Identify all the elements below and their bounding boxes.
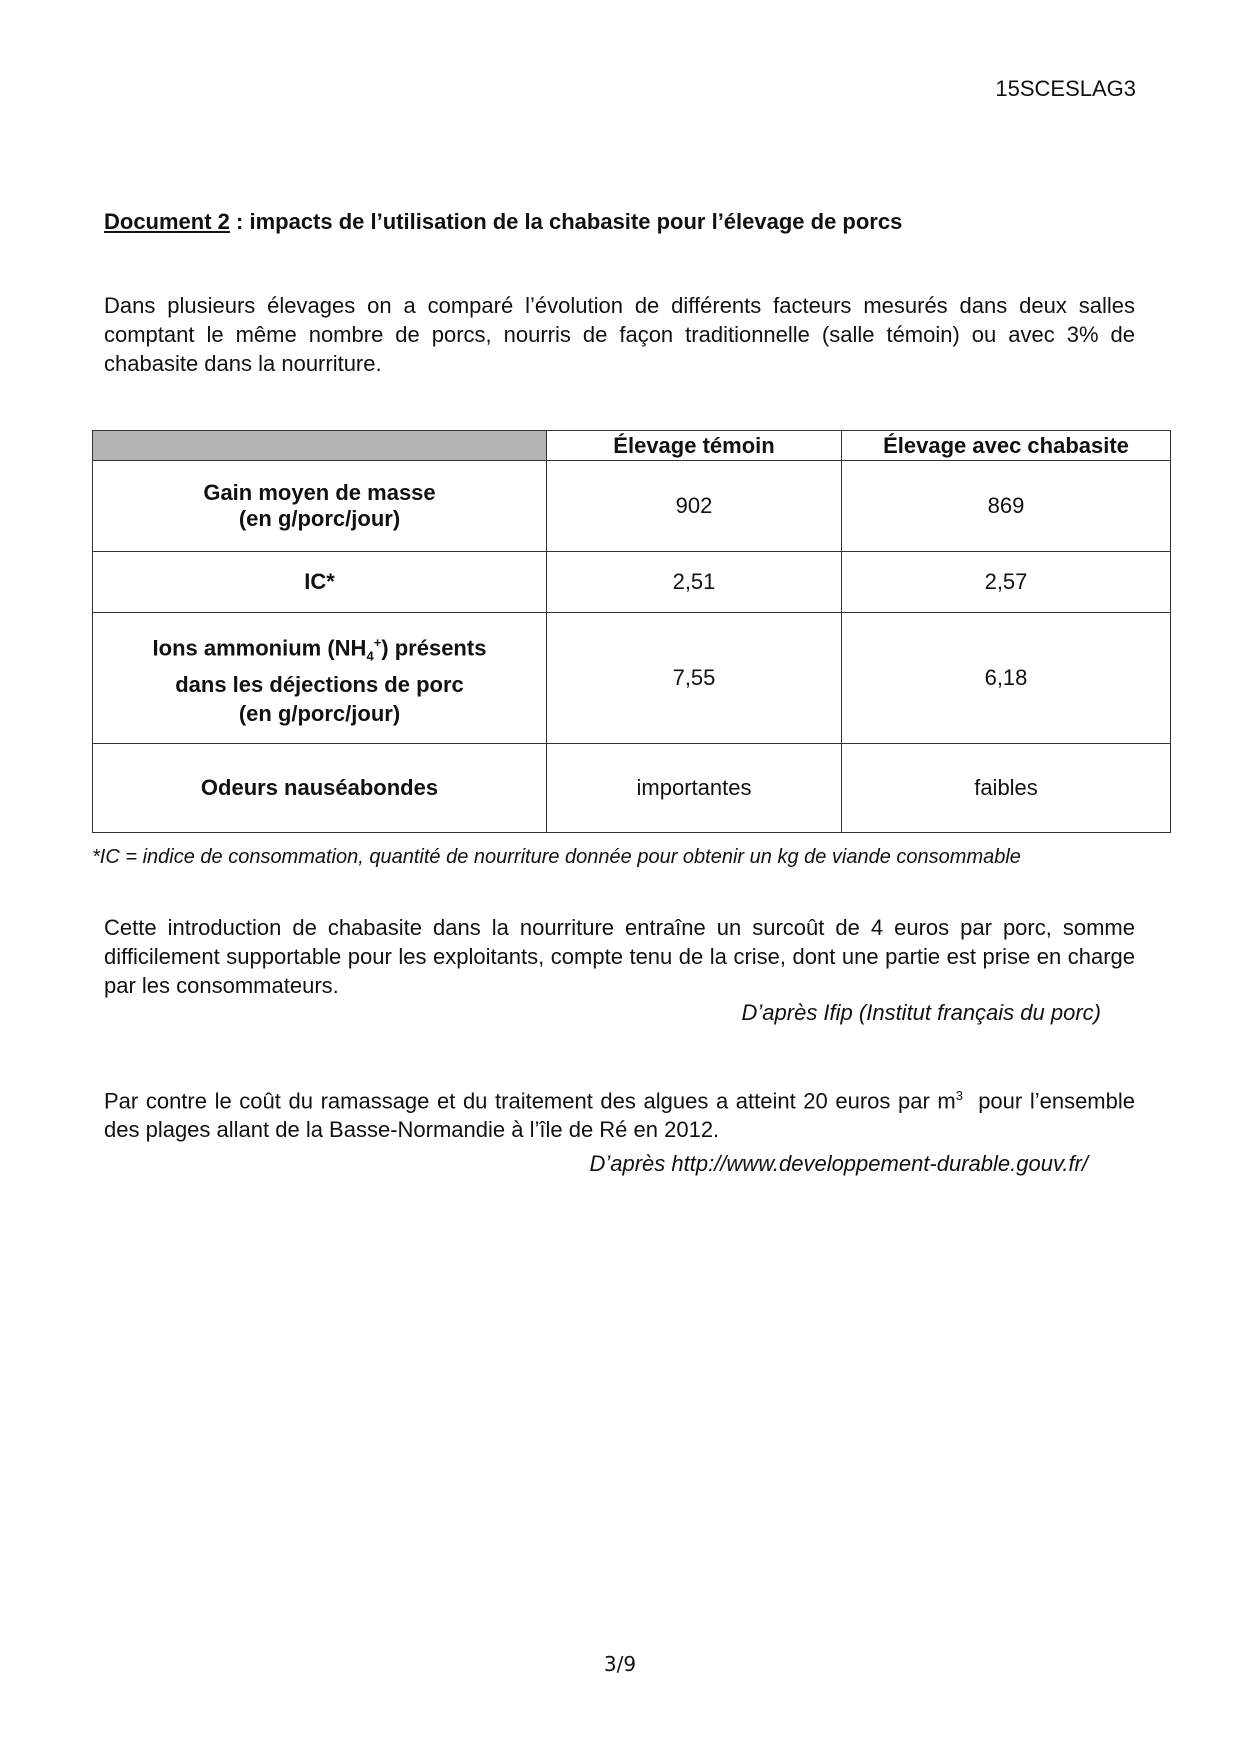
cell-chabasite: faibles [842, 744, 1171, 833]
row-label-text: Ions ammonium (NH [152, 634, 367, 660]
cell-temoin: 902 [547, 461, 842, 552]
row-label [93, 613, 547, 744]
row-label [93, 461, 547, 552]
document-label: Document 2 [104, 209, 230, 234]
document-title-text: : impacts de l’utilisation de la chabasite pour l’élevage de porcs [229, 209, 903, 234]
cell-temoin: importantes [547, 744, 842, 833]
comparison-table [92, 430, 1171, 833]
document-title [104, 209, 902, 235]
cell-chabasite: 869 [842, 461, 1171, 552]
row-label-line: (en g/porc/jour) [238, 701, 401, 727]
subscript: 4 [366, 648, 374, 664]
row-label: IC* [93, 552, 547, 613]
algae-paragraph [104, 1081, 1142, 1144]
superscript: + [373, 634, 382, 650]
row-label-line: (en g/porc/jour) [238, 506, 401, 531]
row-label-line: dans les déjections de porc [175, 672, 464, 698]
intro-paragraph: Dans plusieurs élevages on a comparé l’évolution de différents facteurs mesurés dans deux salles comptant le même nombre de porcs, nourris de façon traditionnelle (salle témoin) ou avec 3% de chabasite dans la nourriture. [104, 293, 1135, 376]
cell-chabasite: 6,18 [842, 613, 1171, 744]
table-header-row [93, 431, 1171, 461]
superscript: 3 [955, 1088, 963, 1103]
cell-temoin: 7,55 [547, 613, 842, 744]
header-temoin: Élevage témoin [547, 431, 842, 461]
table-row [93, 461, 1171, 552]
algae-text: Par contre le coût du ramassage et du traitement des algues a atteint 20 euros par m [104, 1088, 956, 1114]
page-number: 3/9 [603, 1652, 637, 1676]
row-label: Odeurs nauséabondes [93, 744, 547, 833]
cell-chabasite: 2,57 [842, 552, 1171, 613]
cell-temoin: 2,51 [547, 552, 842, 613]
source-ifip: D’après Ifip (Institut français du porc) [741, 1000, 1101, 1025]
cost-paragraph: Cette introduction de chabasite dans la nourriture entraîne un surcoût de 4 euros par porc, somme difficilement supportable pour les exploitants, compte tenu de la crise, dont une partie est prise en charge par les consommateurs. [104, 915, 1135, 998]
table-row [93, 744, 1171, 833]
table-row [93, 613, 1171, 744]
header-chabasite: Élevage avec chabasite [842, 431, 1171, 461]
source-url: D’après http://www.developpement-durable.gouv.fr/ [589, 1151, 1088, 1176]
row-label-text: ) présents [381, 634, 487, 660]
algae-text: pour l’ensemble des plages allant de la Basse-Normandie à l’île de Ré en 2012. [104, 1088, 1142, 1143]
row-label-line: Gain moyen de masse [203, 480, 436, 505]
header-empty-cell [93, 431, 547, 461]
exam-code: 15SCESLAG3 [995, 76, 1136, 101]
table-footnote: *IC = indice de consommation, quantité de nourriture donnée pour obtenir un kg de viande consommable [92, 846, 1021, 868]
table-row [93, 552, 1171, 613]
